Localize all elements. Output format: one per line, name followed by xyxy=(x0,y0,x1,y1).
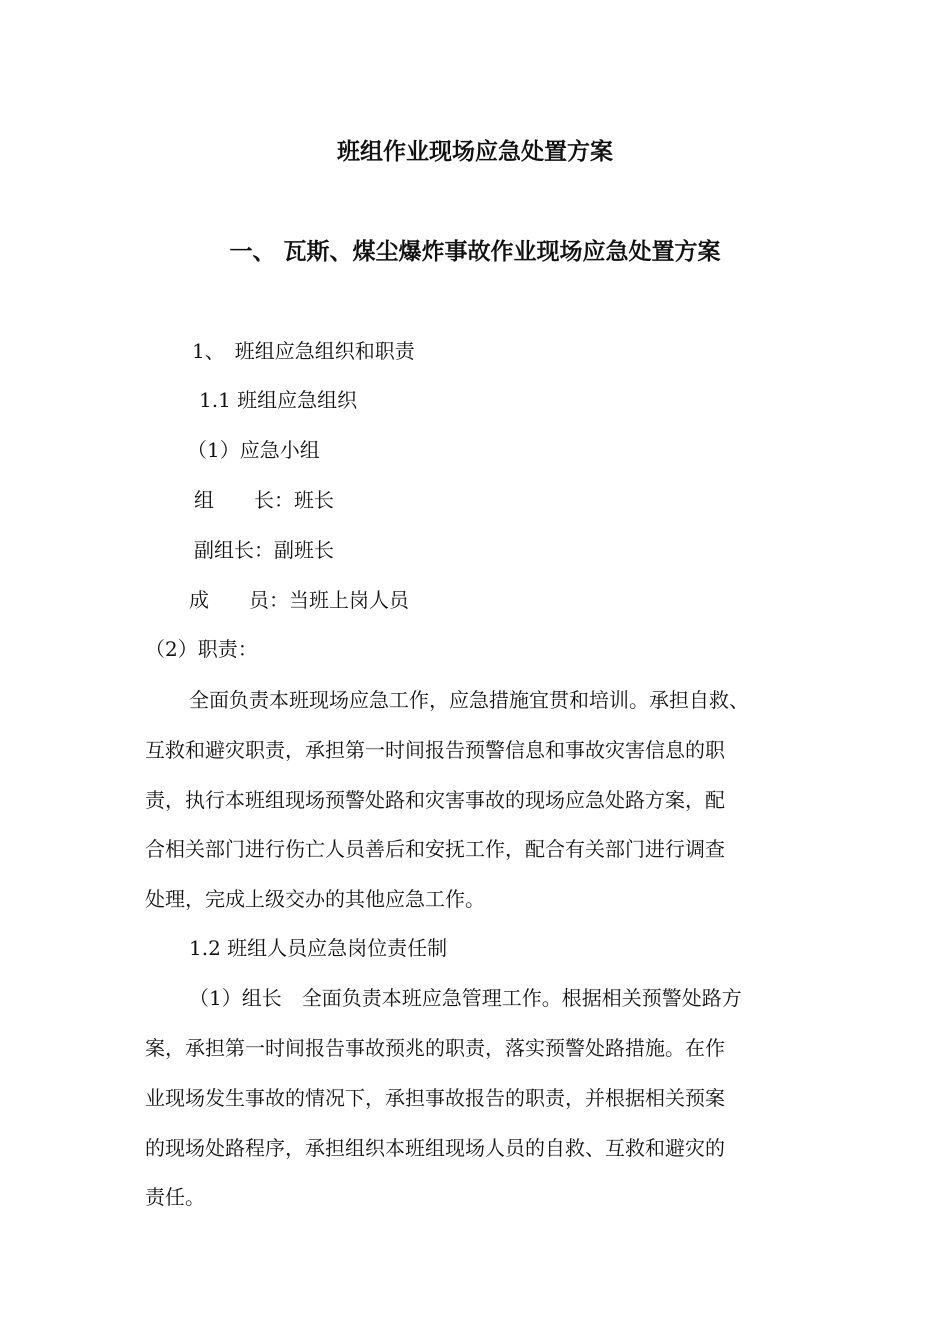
leader-line: 责任。 xyxy=(145,1185,205,1209)
member-deputy: 副组长：副班长 xyxy=(194,538,334,562)
duties-line: 处理，完成上级交办的其他应急工作。 xyxy=(145,887,485,911)
leader-line: 案，承担第一时间报告事故预兆的职责，落实预警处路措施。在作 xyxy=(145,1036,725,1060)
leader-line: 业现场发生事故的情况下，承担事故报告的职责，并根据相关预案 xyxy=(145,1086,725,1110)
member-leader: 组 长：班长 xyxy=(194,488,334,512)
member-staff: 成 员：当班上岗人员 xyxy=(189,588,409,612)
duties-line: 全面负责本班现场应急工作，应急措施宜贯和培训。承担自救、 xyxy=(189,688,749,712)
duties-line: 责，执行本班组现场预警处路和灾害事故的现场应急处路方案，配 xyxy=(145,788,725,812)
duties-line: 互救和避灾职责，承担第一时间报告预警信息和事故灾害信息的职 xyxy=(145,738,725,762)
heading-organization-duties: 1、 班组应急组织和职责 xyxy=(192,339,415,363)
document-title: 班组作业现场应急处置方案 xyxy=(337,138,613,165)
item-emergency-group: （1）应急小组 xyxy=(187,438,320,462)
leader-line: （1）组长 全面负责本班应急管理工作。根据相关预警处路方 xyxy=(189,986,742,1010)
item-duties: （2）职责： xyxy=(145,637,258,661)
heading-post-responsibility: 1.2 班组人员应急岗位责任制 xyxy=(189,936,448,960)
leader-line: 的现场处路程序，承担组织本班组现场人员的自救、互救和避灾的 xyxy=(145,1136,725,1160)
section-title: 一、 瓦斯、煤尘爆炸事故作业现场应急处置方案 xyxy=(229,238,721,265)
heading-emergency-organization: 1.1 班组应急组织 xyxy=(199,388,358,412)
duties-line: 合相关部门进行伤亡人员善后和安抚工作，配合有关部门进行调查 xyxy=(145,837,725,861)
